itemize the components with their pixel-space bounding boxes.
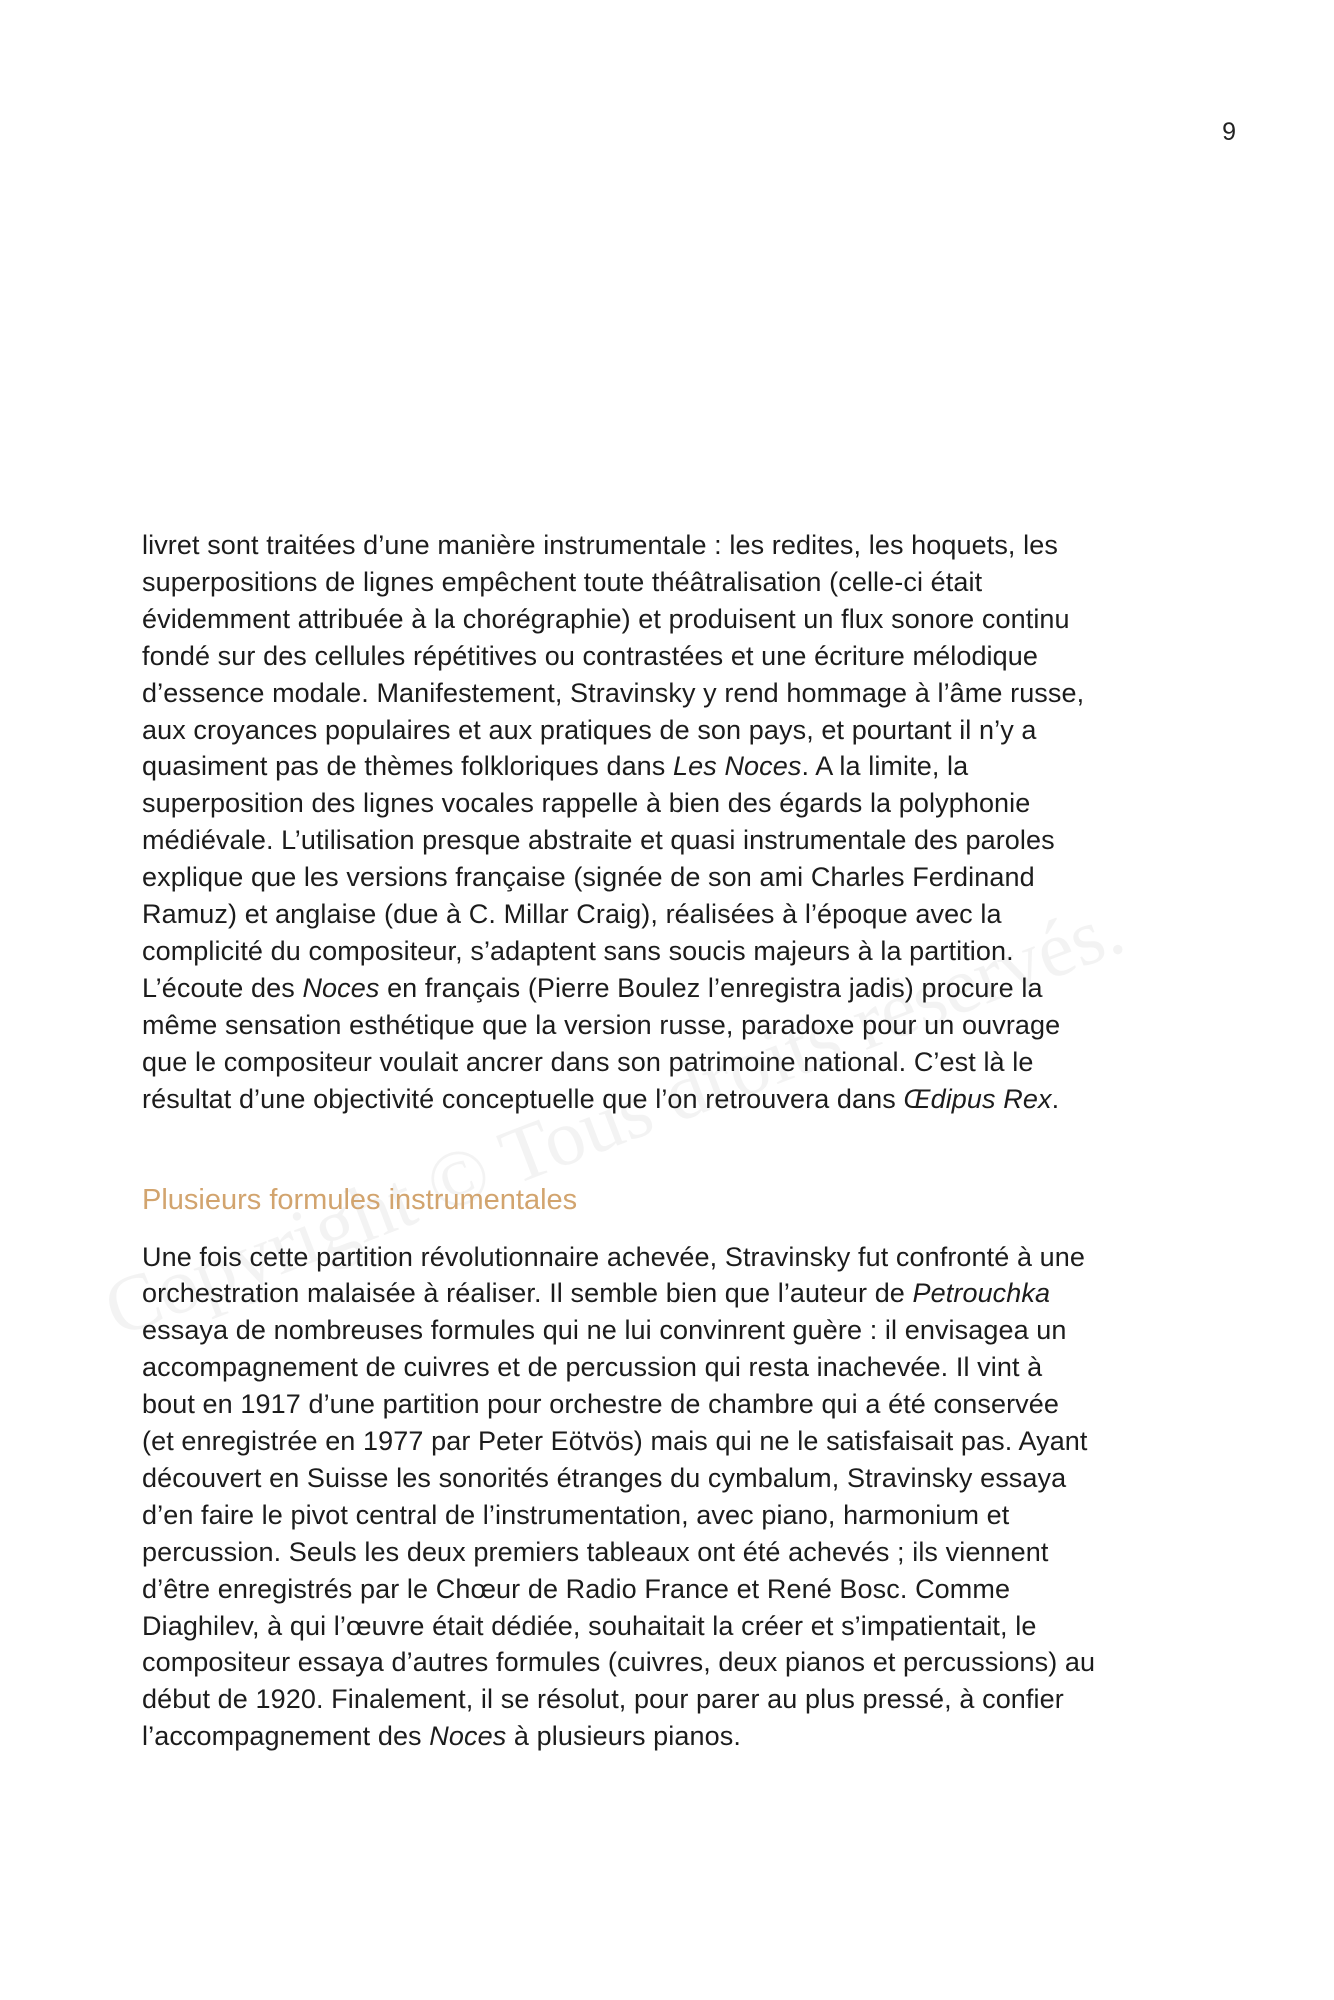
text-line (142, 859, 1212, 896)
text-segment: aux croyances populaires et aux pratiques de son pays, et pourtant il n’y a (142, 714, 1037, 745)
text-segment: même sensation esthétique que la version russe, paradoxe pour un ouvrage (142, 1009, 1061, 1040)
text-segment: d’être enregistrés par le Chœur de Radio France et René Bosc. Comme (142, 1573, 1011, 1604)
text-segment: superposition des lignes vocales rappelle à bien des égards la polyphonie (142, 788, 1031, 819)
body-text (142, 527, 1212, 1755)
text-segment: quasiment pas de thèmes folkloriques dans (142, 751, 674, 782)
text-segment: découvert en Suisse les sonorités étranges du cymbalum, Stravinsky essaya (142, 1462, 1067, 1493)
text-segment: . A la limite, la (801, 751, 969, 782)
text-segment: compositeur essaya d’autres formules (cuivres, deux pianos et percussions) au (142, 1647, 1096, 1678)
text-line (142, 1571, 1212, 1608)
text-segment: complicité du compositeur, s’adaptent sans soucis majeurs à la partition. (142, 935, 1014, 966)
text-line (142, 675, 1212, 712)
text-segment: résultat d’une objectivité conceptuelle que l’on retrouvera dans (142, 1083, 904, 1114)
text-segment: Diaghilev, à qui l’œuvre était dédiée, souhaitait la créer et s’impatientait, le (142, 1610, 1037, 1641)
text-line (142, 822, 1212, 859)
text-line (142, 601, 1212, 638)
text-segment: évidemment attribuée à la chorégraphie) et produisent un flux sonore continu (142, 603, 1070, 634)
text-line (142, 896, 1212, 933)
work-title: Les Noces (673, 751, 802, 782)
paragraph (142, 527, 1212, 1118)
text-segment: début de 1920. Finalement, il se résolut, pour parer au plus pressé, à confier (142, 1684, 1064, 1715)
text-line (142, 748, 1212, 785)
text-line (142, 1239, 1212, 1276)
text-line (142, 1423, 1212, 1460)
text-line (142, 1534, 1212, 1571)
text-segment: d’essence modale. Manifestement, Stravinsky y rend hommage à l’âme russe, (142, 677, 1085, 708)
text-segment: orchestration malaisée à réaliser. Il semble bien que l’auteur de (142, 1278, 913, 1309)
text-segment: que le compositeur voulait ancrer dans son patrimoine national. C’est là le (142, 1046, 1034, 1077)
text-segment: . (1051, 1083, 1060, 1114)
text-segment: l’accompagnement des (142, 1721, 430, 1752)
text-segment: L’écoute des (142, 972, 303, 1003)
work-title: Noces (302, 972, 380, 1003)
text-segment: bout en 1917 d’une partition pour orchestre de chambre qui a été conservée (142, 1389, 1060, 1420)
text-line (142, 1386, 1212, 1423)
text-segment: livret sont traitées d’une manière instrumentale : les redites, les hoquets, les (142, 530, 1058, 560)
work-title: Noces (429, 1721, 507, 1752)
text-segment: percussion. Seuls les deux premiers tableaux ont été achevés ; ils viennent (142, 1536, 1049, 1567)
work-title: Œdipus Rex (903, 1083, 1052, 1114)
text-segment: (et enregistrée en 1977 par Peter Eötvös) mais qui ne le satisfaisait pas. Ayant (142, 1426, 1088, 1457)
text-line (142, 564, 1212, 601)
text-segment: Ramuz) et anglaise (due à C. Millar Craig), réalisées à l’époque avec la (142, 899, 1002, 930)
text-segment: explique que les versions française (signée de son ami Charles Ferdinand (142, 862, 1035, 893)
text-line (142, 1497, 1212, 1534)
text-segment: fondé sur des cellules répétitives ou contrastées et une écriture mélodique (142, 640, 1039, 671)
text-line (142, 1718, 1212, 1755)
section-heading: Plusieurs formules instrumentales (142, 1183, 578, 1216)
text-line (142, 1681, 1212, 1718)
text-line (142, 1081, 1212, 1118)
text-segment: Une fois cette partition révolutionnaire achevée, Stravinsky fut confronté à une (142, 1241, 1086, 1272)
text-line (142, 933, 1212, 970)
text-line (142, 1349, 1212, 1386)
text-line (142, 712, 1212, 749)
text-segment: à plusieurs pianos. (506, 1721, 741, 1752)
text-line (142, 1460, 1212, 1497)
text-segment: superpositions de lignes empêchent toute théâtralisation (celle-ci était (142, 566, 983, 597)
text-line (142, 1275, 1212, 1312)
paragraph (142, 1239, 1212, 1756)
text-line (142, 638, 1212, 675)
text-segment: accompagnement de cuivres et de percussion qui resta inachevée. Il vint à (142, 1352, 1043, 1383)
text-line (142, 1312, 1212, 1349)
text-line (142, 1044, 1212, 1081)
text-line (142, 785, 1212, 822)
text-segment: médiévale. L’utilisation presque abstraite et quasi instrumentale des paroles (142, 825, 1055, 856)
text-line (142, 1644, 1212, 1681)
text-line (142, 970, 1212, 1007)
text-segment: essaya de nombreuses formules qui ne lui convinrent guère : il envisagea un (142, 1315, 1067, 1346)
text-line (142, 1608, 1212, 1645)
work-title: Petrouchka (912, 1278, 1051, 1309)
text-segment: d’en faire le pivot central de l’instrumentation, avec piano, harmonium et (142, 1499, 1010, 1530)
text-line (142, 527, 1212, 564)
text-line (142, 1007, 1212, 1044)
text-segment: en français (Pierre Boulez l’enregistra jadis) procure la (379, 972, 1043, 1003)
page-number: 9 (1222, 118, 1236, 146)
